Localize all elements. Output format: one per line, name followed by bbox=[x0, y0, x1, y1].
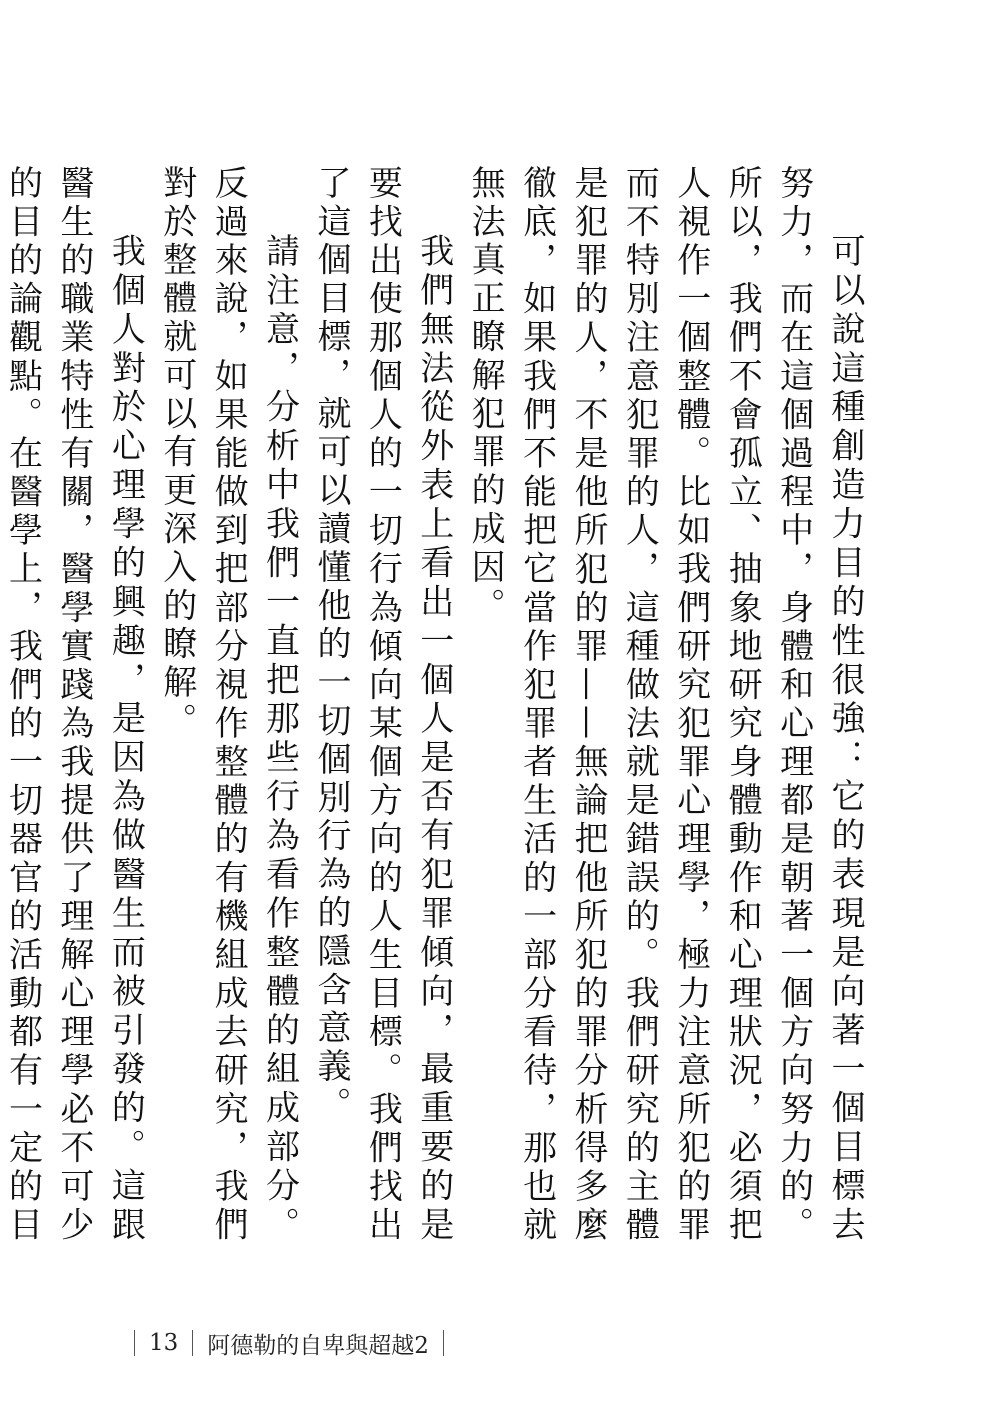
footer-divider bbox=[134, 1330, 135, 1356]
page-footer bbox=[134, 1325, 458, 1361]
vertical-text-body bbox=[2, 165, 870, 1245]
footer-divider bbox=[192, 1330, 193, 1356]
page-number: 13 bbox=[149, 1330, 179, 1356]
footer-divider bbox=[443, 1330, 444, 1356]
paragraph-3: 請注意，分析中我們一直把那些行為看作整體的組成部分。反過來說，如果能做到把部分視作整體的有機組成去研究，我們對於整體就可以有更深入的瞭解。 bbox=[156, 165, 300, 1245]
paragraph-2: 我們無法從外表上看出一個人是否有犯罪傾向，最重要的是要找出使那個人的一切行為傾向某個方向的人生目標。我們找出了這個目標，就可以讀懂他的一切個別行為的隱含意義。 bbox=[310, 165, 454, 1245]
paragraph-1: 可以說這種創造力目的性很強：它的表現是向著一個目標去努力，而在這個過程中，身體和心理都是朝著一個方向努力的。所以，我們不會孤立、抽象地研究身體動作和心理狀況，必須把人視作一個整體。比如我們研究犯罪心理學，極力注意所犯的罪而不特別注意犯罪的人，這種做法就是錯誤的。我們研究的主體是犯罪的人，不是他所犯的罪——無論把他所犯的罪分析得多麼徹底，如果我們不能把它當作犯罪者生活的一部分看待，那也就無法真正瞭解犯罪的成因。 bbox=[465, 165, 865, 1245]
paragraph-4: 我個人對於心理學的興趣，是因為做醫生而被引發的。這跟醫生的職業特性有關，醫學實踐為我提供了理解心理學必不可少的目的論觀點。在醫學上，我們的一切器官的活動都有一定的目 bbox=[2, 165, 146, 1245]
book-title: 阿德勒的自卑與超越2 bbox=[207, 1332, 429, 1359]
